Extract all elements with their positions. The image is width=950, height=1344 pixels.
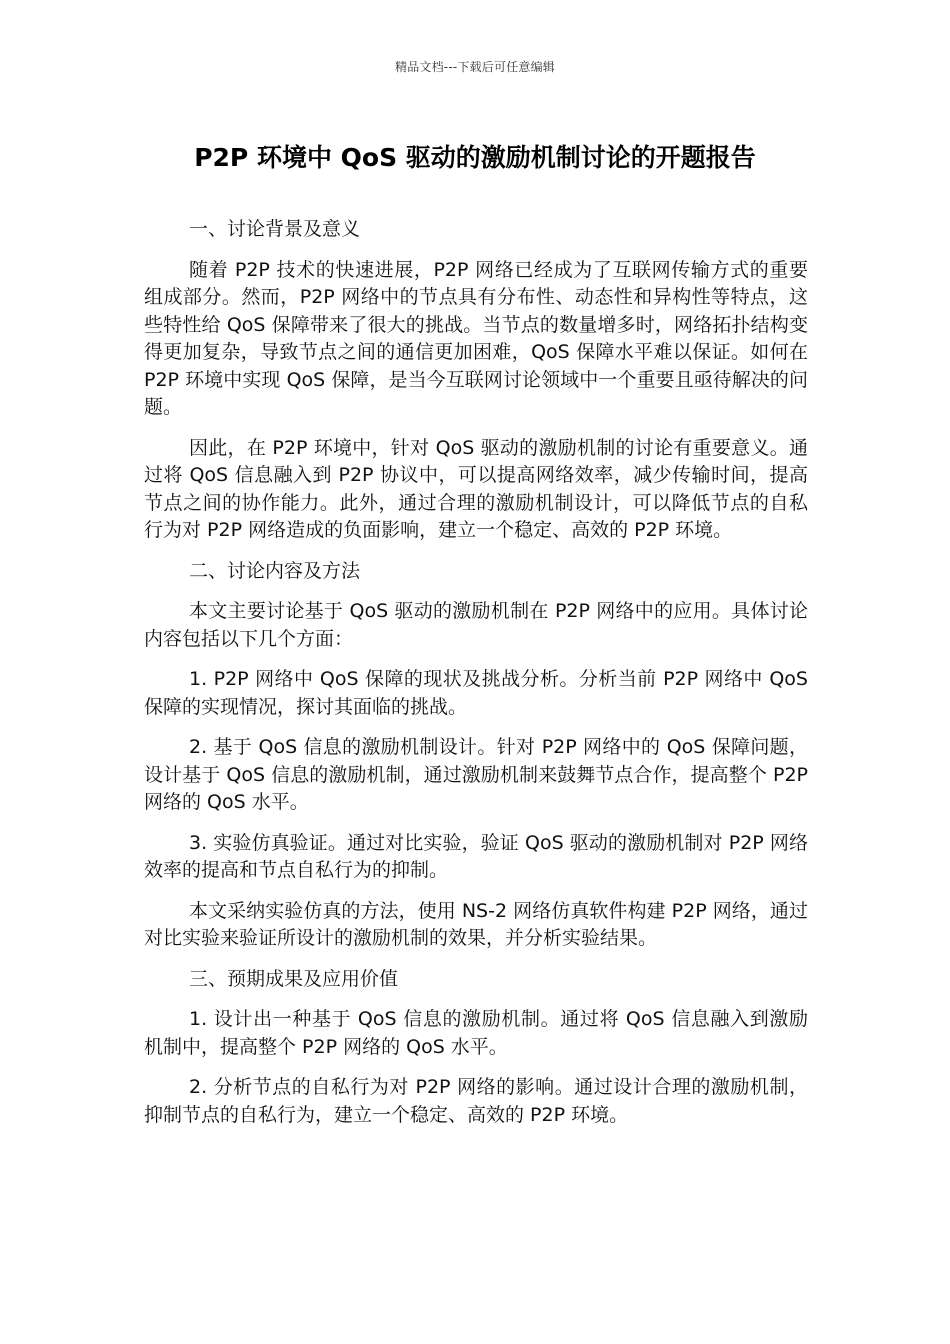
document-body [144, 216, 808, 1142]
paragraph-background-2: 因此，在 P2P 环境中，针对 QoS 驱动的激励机制的讨论有重要意义。通过将 QoS 信息融入到 P2P 协议中，可以提高网络效率，减少传输时间，提高节点之间的协作能力。此外，通过合理的激励机制设计，可以降低节点的自私行为对 P2P 网络造成的负面影响，建立一个稳定、高效的 P2P 环境。 [144, 436, 808, 541]
section-heading-content-method: 二、讨论内容及方法 [189, 559, 361, 582]
list-item-content-2: 2. 基于 QoS 信息的激励机制设计。针对 P2P 网络中的 QoS 保障问题，设计基于 QoS 信息的激励机制，通过激励机制来鼓舞节点合作，提高整个 P2P 网络的 QoS 水平。 [144, 736, 808, 813]
section-heading-expected-results: 三、预期成果及应用价值 [189, 967, 399, 990]
list-item-result-1: 1. 设计出一种基于 QoS 信息的激励机制。通过将 QoS 信息融入到激励机制中，提高整个 P2P 网络的 QoS 水平。 [144, 1008, 808, 1058]
document-title: P2P 环境中 QoS 驱动的激励机制讨论的开题报告 [194, 143, 756, 172]
page-header: 精品文档---下载后可任意编辑 [395, 60, 555, 74]
list-item-result-2: 2. 分析节点的自私行为对 P2P 网络的影响。通过设计合理的激励机制，抑制节点的自私行为，建立一个稳定、高效的 P2P 环境。 [144, 1076, 808, 1126]
section-heading-background: 一、讨论背景及意义 [189, 218, 361, 240]
paragraph-background-1: 随着 P2P 技术的快速进展，P2P 网络已经成为了互联网传输方式的重要组成部分。然而，P2P 网络中的节点具有分布性、动态性和异构性等特点，这些特性给 QoS 保障带来了很大的挑战。当节点的数量增多时，网络拓扑结构变得更加复杂，导致节点之间的通信更加困难，QoS 保障水平难以保证。如何在 P2P 环境中实现 QoS 保障，是当今互联网讨论领域中一个重要且亟待解决的问题。 [144, 258, 808, 418]
list-item-content-3: 3. 实验仿真验证。通过对比实验，验证 QoS 驱动的激励机制对 P2P 网络效率的提高和节点自私行为的抑制。 [144, 831, 808, 881]
list-item-content-1: 1. P2P 网络中 QoS 保障的现状及挑战分析。分析当前 P2P 网络中 QoS 保障的实现情况，探讨其面临的挑战。 [144, 668, 808, 718]
paragraph-method: 本文采纳实验仿真的方法，使用 NS-2 网络仿真软件构建 P2P 网络，通过对比实验来验证所设计的激励机制的效果，并分析实验结果。 [144, 899, 808, 949]
paragraph-content-intro: 本文主要讨论基于 QoS 驱动的激励机制在 P2P 网络中的应用。具体讨论内容包括以下几个方面： [144, 600, 808, 650]
